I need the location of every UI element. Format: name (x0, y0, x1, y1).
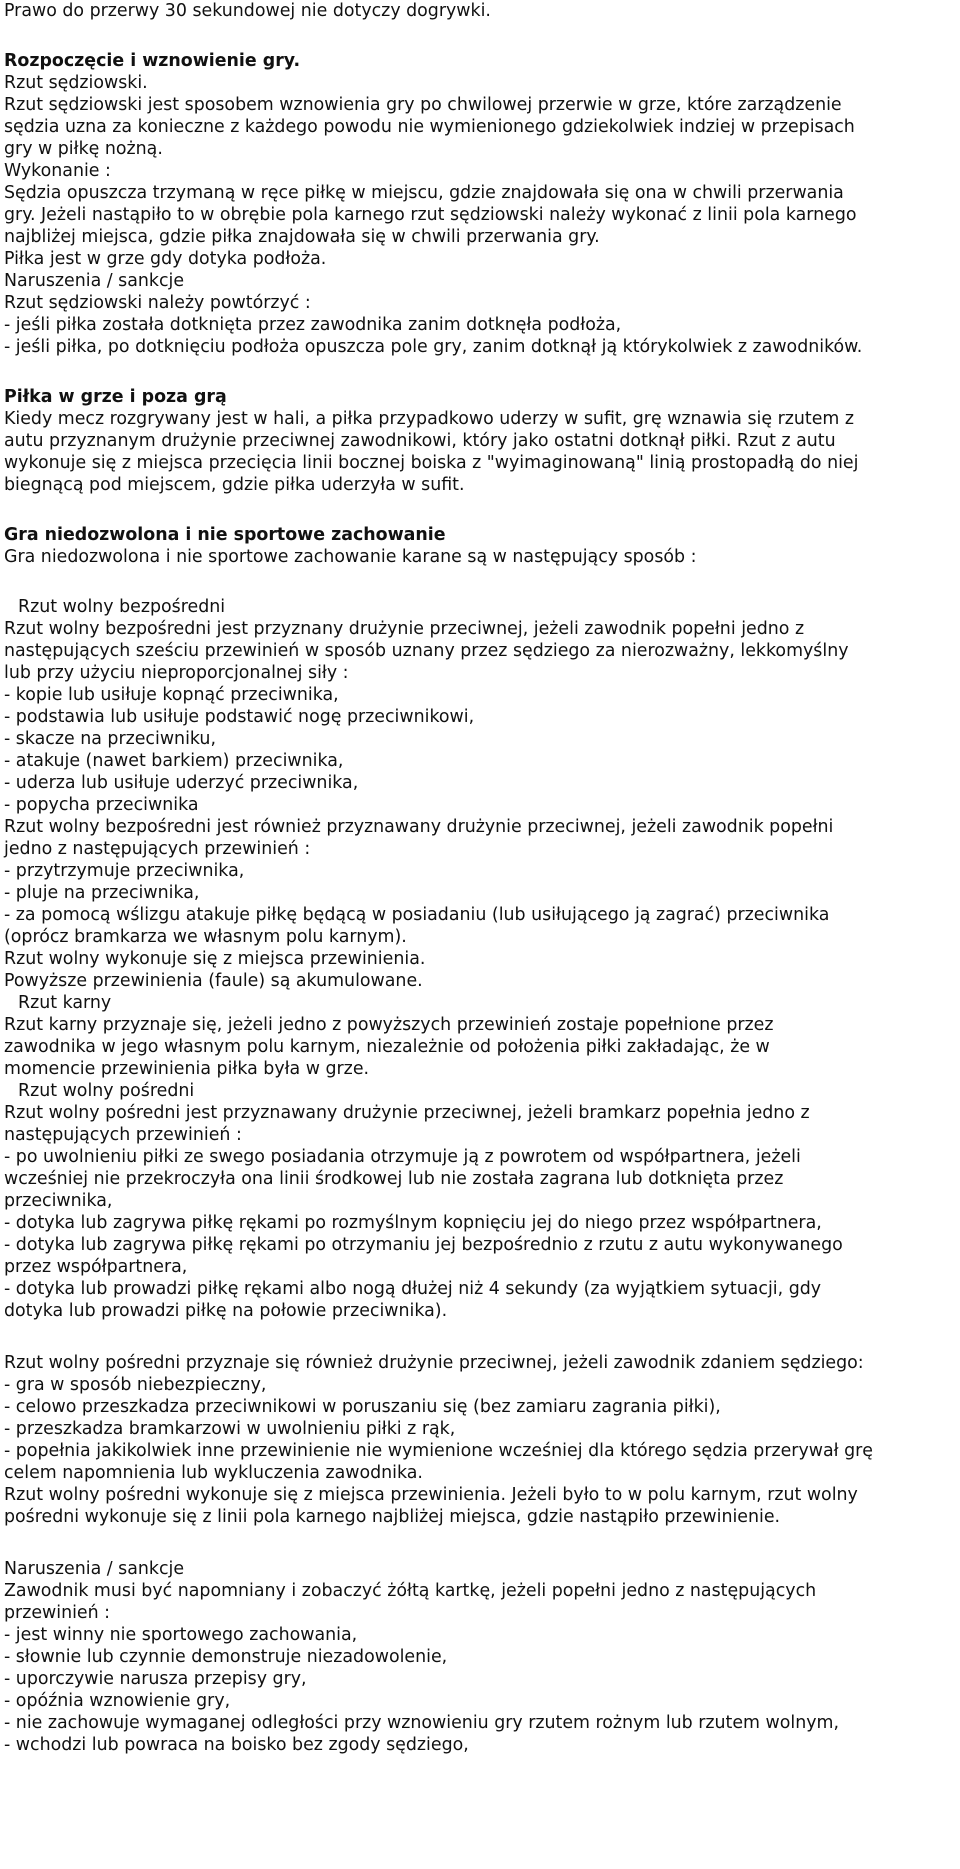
subheading (4, 1080, 194, 1102)
text-line: autu przyznanym drużynie przeciwnej zawodnikowi, który jako ostatni dotknął piłki. Rzut z autu (4, 431, 836, 451)
text-line: wcześniej nie przekroczyła ona linii środkowej lub nie została zagrana lub dotknięta przez (4, 1169, 784, 1189)
text-line: Rzut wolny wykonuje się z miejsca przewinienia. (4, 949, 426, 969)
subheading-label: Rzut wolny bezpośredni (18, 597, 226, 617)
text-line: wykonuje się z miejsca przecięcia linii bocznej boiska z "wyimaginowaną" linią prostopadłą do niej (4, 453, 859, 473)
subheading: Wykonanie : (4, 161, 111, 181)
list-item: - popełnia jakikolwiek inne przewinienie nie wymienione wcześniej dla którego sędzia przerywał grę (4, 1441, 873, 1461)
text-line: momencie przewinienia piłka była w grze. (4, 1059, 370, 1079)
text-line: Rzut wolny pośredni jest przyznawany drużynie przeciwnej, jeżeli bramkarz popełnia jedno z (4, 1103, 810, 1123)
text-line: gry. Jeżeli nastąpiło to w obrębie pola karnego rzut sędziowski należy wykonać z linii pola karnego (4, 205, 857, 225)
list-item: - gra w sposób niebezpieczny, (4, 1375, 267, 1395)
list-item: - jest winny nie sportowego zachowania, (4, 1625, 358, 1645)
subheading-label: Rzut karny (18, 993, 112, 1013)
list-item: - dotyka lub zagrywa piłkę rękami po rozmyślnym kopnięciu jej do niego przez współpartnera, (4, 1213, 822, 1233)
subheading-label: Rzut wolny pośredni (18, 1081, 195, 1101)
list-item: - przeszkadza bramkarzowi w uwolnieniu piłki z rąk, (4, 1419, 456, 1439)
text-line: dotyka lub prowadzi piłkę na połowie przeciwnika). (4, 1301, 448, 1321)
list-item: - jeśli piłka, po dotknięciu podłoża opuszcza pole gry, zanim dotknął ją którykolwiek z zawodników. (4, 337, 863, 357)
list-item: - nie zachowuje wymaganej odległości przy wznowieniu gry rzutem rożnym lub rzutem wolnym, (4, 1713, 840, 1733)
text-line: następujących przewinień : (4, 1125, 242, 1145)
list-item: - atakuje (nawet barkiem) przeciwnika, (4, 751, 344, 771)
text-line: Sędzia opuszcza trzymaną w ręce piłkę w miejscu, gdzie znajdowała się ona w chwili przerwania (4, 183, 844, 203)
text-line: Rzut sędziowski jest sposobem wznowienia gry po chwilowej przerwie w grze, które zarządzenie (4, 95, 842, 115)
text-line: biegnącą pod miejscem, gdzie piłka uderzyła w sufit. (4, 475, 465, 495)
text-line: przez współpartnera, (4, 1257, 188, 1277)
text-line: Zawodnik musi być napomniany i zobaczyć żółtą kartkę, jeżeli popełni jedno z następujących (4, 1581, 817, 1601)
subheading: Naruszenia / sankcje (4, 1559, 185, 1579)
list-item: - dotyka lub zagrywa piłkę rękami po otrzymaniu jej bezpośrednio z rzutu z autu wykonywanego (4, 1235, 843, 1255)
text-line: Rzut sędziowski należy powtórzyć : (4, 293, 311, 313)
text-line: (oprócz bramkarza we własnym polu karnym). (4, 927, 407, 947)
text-line: lub przy użyciu nieproporcjonalnej siły : (4, 663, 349, 683)
list-item: - słownie lub czynnie demonstruje niezadowolenie, (4, 1647, 448, 1667)
text-line: Prawo do przerwy 30 sekundowej nie dotyczy dogrywki. (4, 1, 491, 21)
list-item: - za pomocą wślizgu atakuje piłkę będącą w posiadaniu (lub usiłującego ją zagrać) przeciwnika (4, 905, 830, 925)
section-heading: Rozpoczęcie i wznowienie gry. (4, 51, 301, 71)
list-item: - wchodzi lub powraca na boisko bez zgody sędziego, (4, 1735, 469, 1755)
text-line: Rzut wolny bezpośredni jest również przyznawany drużynie przeciwnej, jeżeli zawodnik popełni (4, 817, 834, 837)
text-line: Powyższe przewinienia (faule) są akumulowane. (4, 971, 423, 991)
subheading (4, 596, 225, 618)
text-line: Gra niedozwolona i nie sportowe zachowanie karane są w następujący sposób : (4, 547, 697, 567)
subheading: Naruszenia / sankcje (4, 271, 185, 291)
text-line: Rzut wolny pośredni przyznaje się również drużynie przeciwnej, jeżeli zawodnik zdaniem sędziego: (4, 1353, 864, 1373)
text-line: najbliżej miejsca, gdzie piłka znajdowała się w chwili przerwania gry. (4, 227, 600, 247)
list-item: - po uwolnieniu piłki ze swego posiadania otrzymuje ją z powrotem od współpartnera, jeżeli (4, 1147, 801, 1167)
text-line: Rzut wolny pośredni wykonuje się z miejsca przewinienia. Jeżeli było to w polu karnym, rzut wolny (4, 1485, 858, 1505)
list-item: - uporczywie narusza przepisy gry, (4, 1669, 307, 1689)
text-line: gry w piłkę nożną. (4, 139, 163, 159)
text-line: następujących sześciu przewinień w sposób uznany przez sędziego za nierozważny, lekkomyślny (4, 641, 849, 661)
list-item: - dotyka lub prowadzi piłkę rękami albo nogą dłużej niż 4 sekundy (za wyjątkiem sytuacji, gdy (4, 1279, 822, 1299)
text-line: Rzut wolny bezpośredni jest przyznany drużynie przeciwnej, jeżeli zawodnik popełni jedno z (4, 619, 805, 639)
text-line: celem napomnienia lub wykluczenia zawodnika. (4, 1463, 423, 1483)
text-line: przeciwnika, (4, 1191, 113, 1211)
subheading: Rzut sędziowski. (4, 73, 148, 93)
text-line: Kiedy mecz rozgrywany jest w hali, a piłka przypadkowo uderzy w sufit, grę wznawia się rzutem z (4, 409, 854, 429)
section-heading: Piłka w grze i poza grą (4, 387, 227, 407)
text-line: zawodnika w jego własnym polu karnym, niezależnie od położenia piłki zakładając, że w (4, 1037, 770, 1057)
subheading (4, 992, 111, 1014)
list-item: - kopie lub usiłuje kopnąć przeciwnika, (4, 685, 339, 705)
list-item: - celowo przeszkadza przeciwnikowi w poruszaniu się (bez zamiaru zagrania piłki), (4, 1397, 721, 1417)
text-line: przewinień : (4, 1603, 111, 1623)
text-line: Rzut karny przyznaje się, jeżeli jedno z powyższych przewinień zostaje popełnione przez (4, 1015, 774, 1035)
text-line: jedno z następujących przewinień : (4, 839, 311, 859)
list-item: - podstawia lub usiłuje podstawić nogę przeciwnikowi, (4, 707, 475, 727)
text-line: pośredni wykonuje się z linii pola karnego najbliżej miejsca, gdzie nastąpiło przewinienie. (4, 1507, 781, 1527)
list-item: - jeśli piłka została dotknięta przez zawodnika zanim dotknęła podłoża, (4, 315, 622, 335)
text-line: sędzia uzna za konieczne z każdego powodu nie wymienionego gdziekolwiek indziej w przepisach (4, 117, 855, 137)
list-item: - popycha przeciwnika (4, 795, 199, 815)
list-item: - przytrzymuje przeciwnika, (4, 861, 245, 881)
section-heading: Gra niedozwolona i nie sportowe zachowanie (4, 525, 446, 545)
list-item: - opóźnia wznowienie gry, (4, 1691, 231, 1711)
list-item: - uderza lub usiłuje uderzyć przeciwnika, (4, 773, 359, 793)
list-item: - skacze na przeciwniku, (4, 729, 216, 749)
list-item: - pluje na przeciwnika, (4, 883, 200, 903)
text-line: Piłka jest w grze gdy dotyka podłoża. (4, 249, 327, 269)
